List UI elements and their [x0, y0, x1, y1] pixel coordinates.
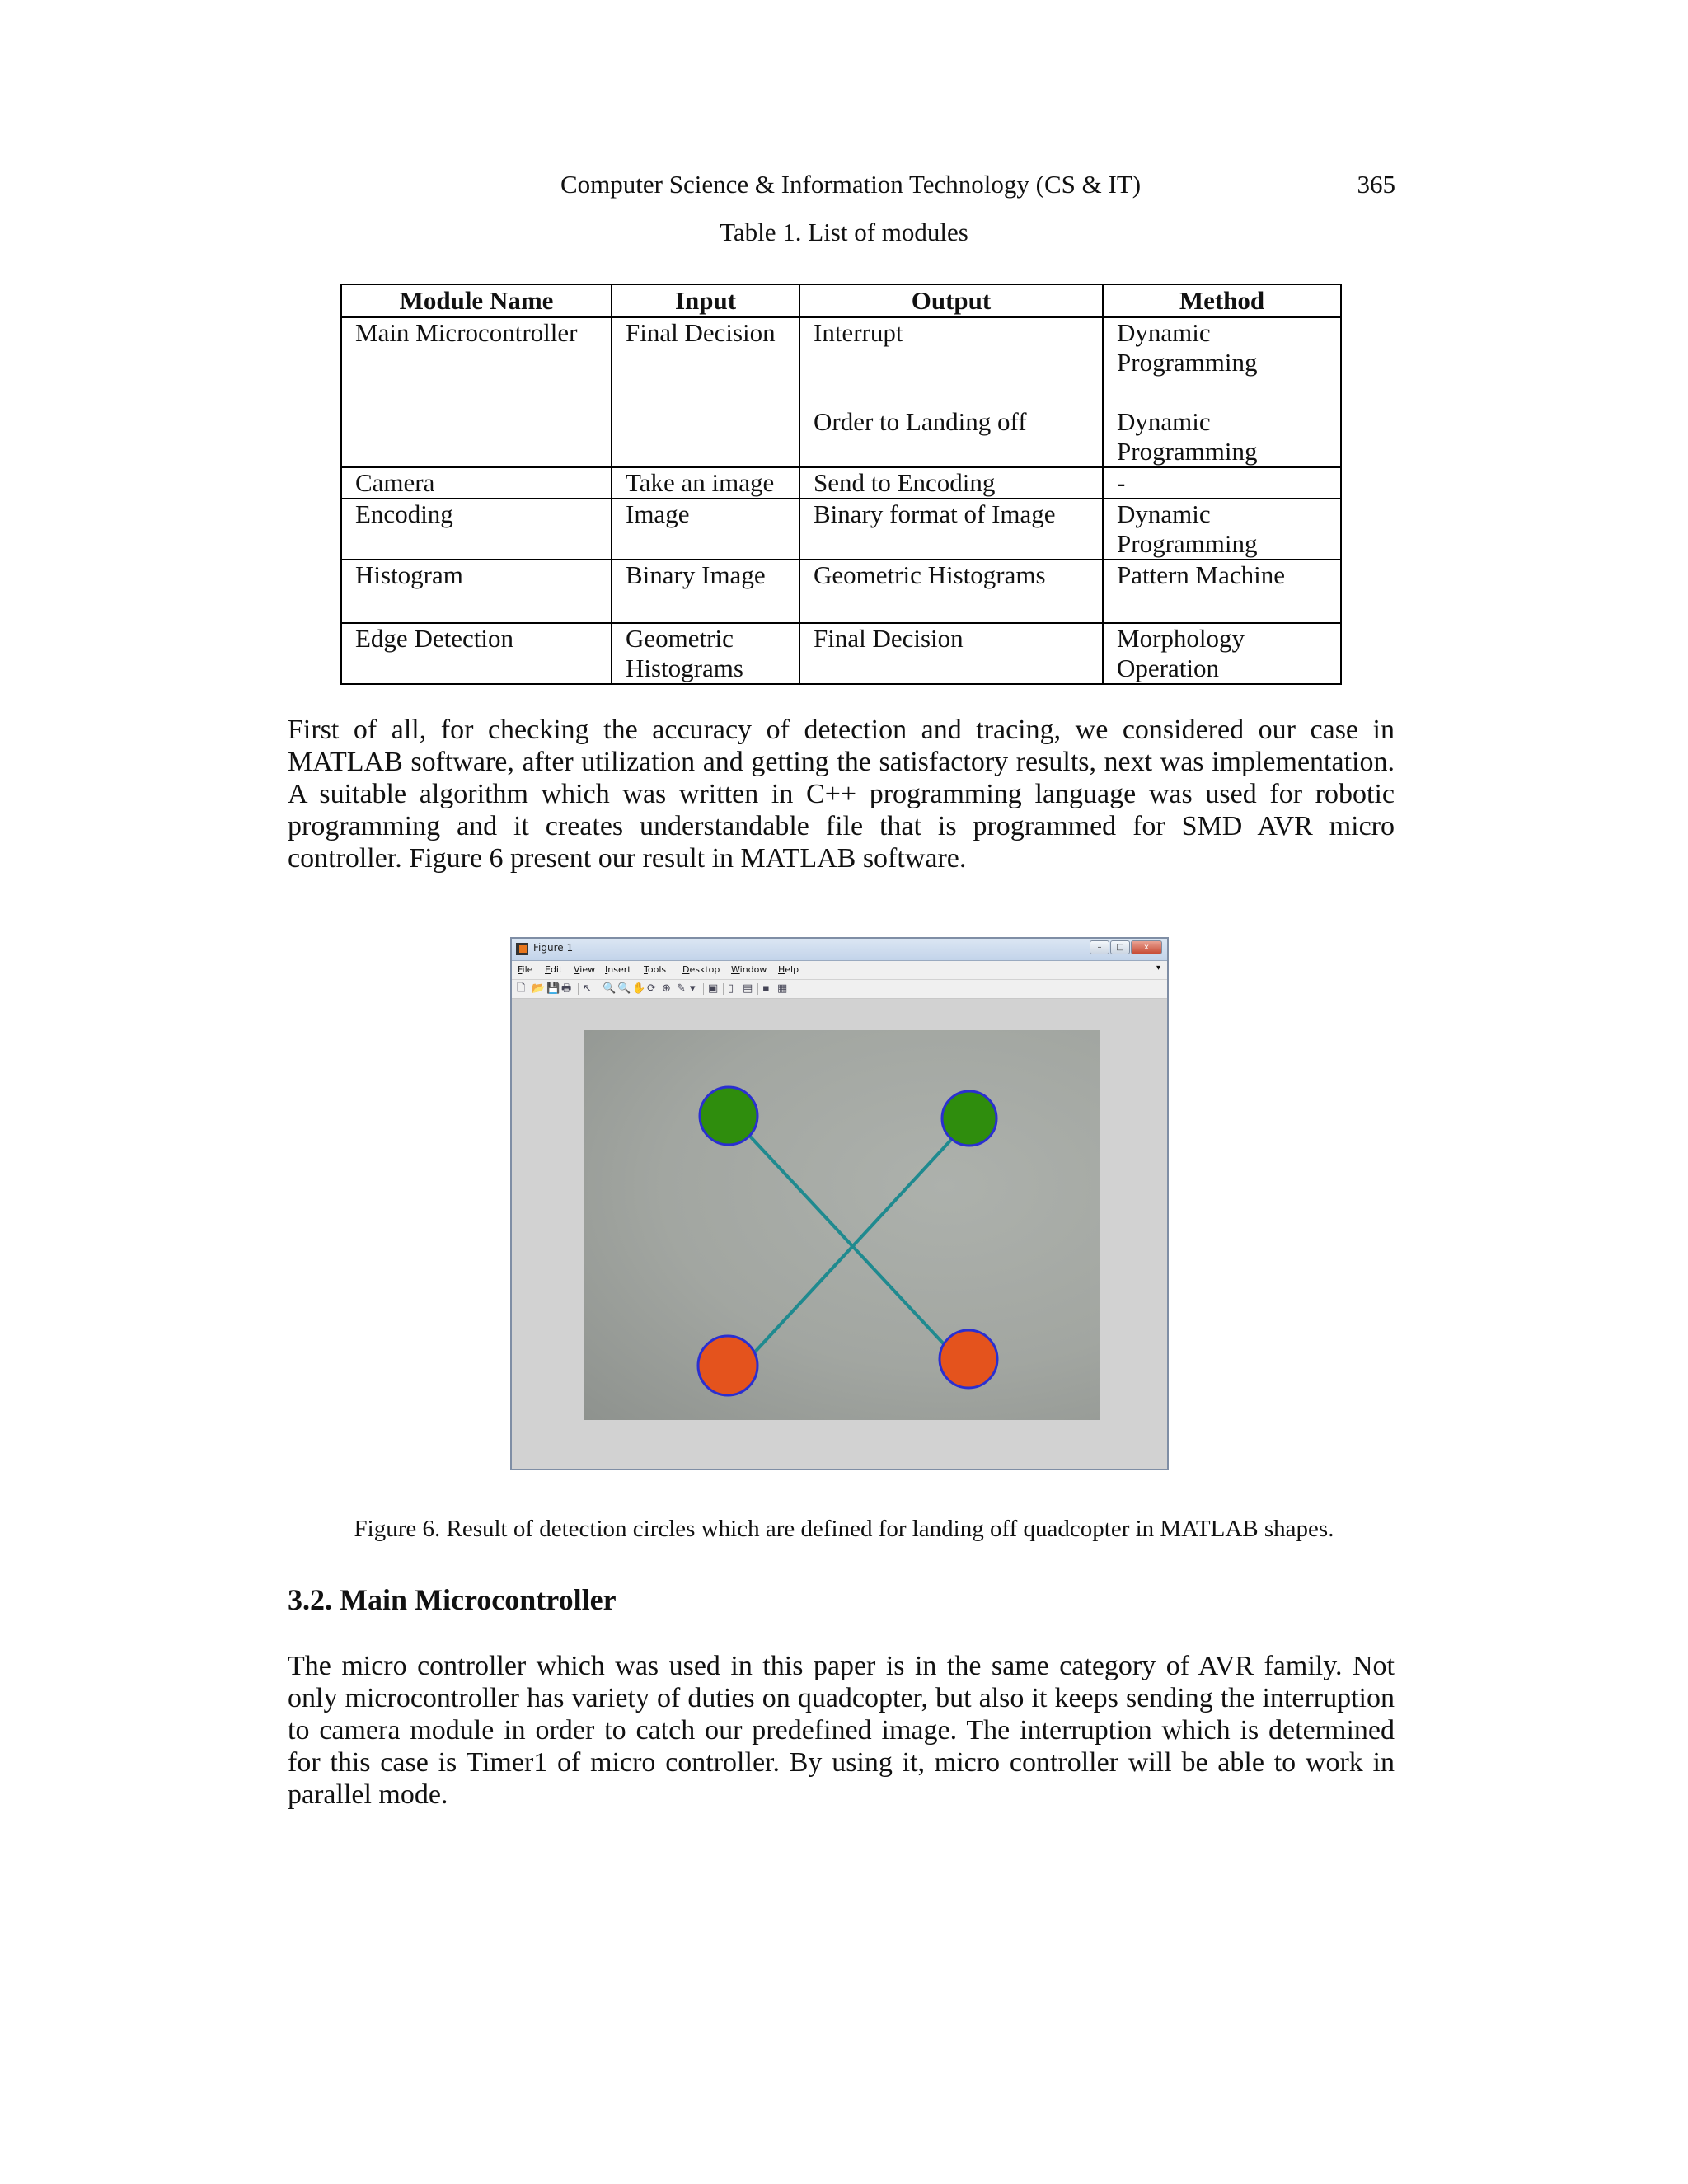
- menu-desktop[interactable]: Desktop: [682, 964, 720, 975]
- rotate-icon[interactable]: ⟳: [647, 982, 656, 995]
- table-cell: [799, 317, 1103, 467]
- menu-help[interactable]: Help: [778, 964, 799, 975]
- table-cell: Final Decision: [612, 317, 799, 467]
- close-button[interactable]: x: [1131, 940, 1162, 954]
- show-plot-tools-icon[interactable]: ▦: [777, 982, 788, 995]
- table-row: [341, 623, 1341, 684]
- modules-table: [340, 284, 1342, 685]
- green-target-circle: [700, 1087, 757, 1145]
- table-header-row: [341, 284, 1341, 317]
- orange-target-circle: [940, 1330, 997, 1388]
- table-cell: Image: [612, 499, 799, 560]
- minimize-button[interactable]: –: [1090, 940, 1109, 954]
- link-plot-icon[interactable]: ▣: [708, 982, 719, 995]
- table-cell: [1103, 499, 1341, 560]
- matlab-logo-icon: [516, 943, 528, 955]
- menu-file[interactable]: File: [518, 964, 533, 975]
- table-cell-line: Dynamic Programming: [1117, 407, 1258, 466]
- table-row: [341, 560, 1341, 623]
- connecting-line: [730, 1115, 959, 1360]
- table-cell: [1103, 623, 1341, 684]
- table-cell: Binary Image: [612, 560, 799, 623]
- print-icon[interactable]: 🖶: [561, 982, 572, 995]
- table-cell-line: Dynamic Programming: [1117, 318, 1258, 377]
- table-cell: [1103, 317, 1341, 467]
- hide-plot-tools-icon[interactable]: ▪: [762, 982, 770, 995]
- green-target-circle: [942, 1091, 996, 1146]
- table-cell: Send to Encoding: [799, 467, 1103, 499]
- menu-insert[interactable]: Insert: [605, 964, 631, 975]
- window-title: Figure 1: [533, 942, 574, 954]
- table-cell: Histogram: [341, 560, 612, 623]
- menu-edit[interactable]: Edit: [545, 964, 563, 975]
- table-cell: Edge Detection: [341, 623, 612, 684]
- maximize-button[interactable]: □: [1110, 940, 1130, 954]
- connecting-line: [748, 1118, 971, 1359]
- data-cursor-icon[interactable]: ⊕: [662, 982, 671, 995]
- table-cell: Geometric Histograms: [799, 560, 1103, 623]
- save-icon[interactable]: 💾: [546, 982, 560, 995]
- table-row: [341, 317, 1341, 467]
- brush-menu-icon[interactable]: ▾: [690, 982, 696, 995]
- toolbar-separator: [703, 983, 704, 995]
- table-cell: Final Decision: [799, 623, 1103, 684]
- toolbar-separator: [578, 983, 579, 995]
- colorbar-icon[interactable]: ▯: [728, 982, 734, 995]
- table-cell-line: Interrupt: [814, 318, 903, 347]
- section-heading: 3.2. Main Microcontroller: [288, 1583, 617, 1616]
- table-cell-line: Order to Landing off: [814, 407, 1027, 436]
- window-titlebar[interactable]: [512, 939, 1167, 961]
- orange-target-circle: [698, 1336, 757, 1395]
- table-cell: [612, 623, 799, 684]
- pan-icon[interactable]: ✋: [632, 982, 646, 995]
- open-file-icon[interactable]: 📂: [532, 982, 546, 995]
- matlab-figure-window: [510, 937, 1169, 1470]
- table-cell-line: Dynamic Programming: [1117, 499, 1258, 558]
- figure-axes[interactable]: [584, 1030, 1100, 1420]
- table-cell: Pattern Machine: [1103, 560, 1341, 623]
- table-row: [341, 467, 1341, 499]
- zoom-in-icon[interactable]: 🔍: [603, 982, 617, 995]
- menu-tools[interactable]: Tools: [644, 964, 667, 975]
- column-header: Method: [1103, 284, 1341, 317]
- dock-arrow-icon[interactable]: ▾: [1156, 963, 1160, 972]
- edit-plot-icon[interactable]: ↖: [583, 982, 592, 995]
- table-row: [341, 499, 1341, 560]
- table-cell: Take an image: [612, 467, 799, 499]
- body-paragraph: The micro controller which was used in this paper is in the same category of AVR family. Not only microcontroller has variety of duties on quadcopter, but also it keeps sending the interruption to camera module in order to catch our predefined image. The interruption which is determined for this case is Timer1 of micro controller. By using it, micro controller will be able to work in parallel mode.: [288, 1651, 1395, 1810]
- page-number: 365: [1357, 170, 1395, 199]
- column-header: Output: [799, 284, 1103, 317]
- zoom-out-icon[interactable]: 🔍: [617, 982, 631, 995]
- menu-bar: [512, 961, 1167, 979]
- table-cell: Binary format of Image: [799, 499, 1103, 560]
- detection-image: [584, 1030, 1100, 1420]
- body-paragraph: First of all, for checking the accuracy of detection and tracing, we considered our case in MATLAB software, after utilization and getting the satisfactory results, next was implementation. A suitable algorithm which was written in C++ programming language was used for robotic programming and it creates understandable file that is programmed for SMD AVR micro controller. Figure 6 present our result in MATLAB software.: [288, 715, 1395, 874]
- running-head: Computer Science & Information Technology (CS & IT): [560, 170, 1142, 199]
- brush-icon[interactable]: ✎: [677, 982, 686, 995]
- table-cell: Encoding: [341, 499, 612, 560]
- figure-caption: Figure 6. Result of detection circles which are defined for landing off quadcopter in MATLAB shapes.: [354, 1516, 1334, 1542]
- table-cell-line: Geometric Histograms: [626, 624, 743, 682]
- column-header: Module Name: [341, 284, 612, 317]
- legend-icon[interactable]: ▤: [743, 982, 753, 995]
- toolbar-separator: [757, 983, 758, 995]
- table-cell-line: Morphology Operation: [1117, 624, 1245, 682]
- table-cell: Main Microcontroller: [341, 317, 612, 467]
- column-header: Input: [612, 284, 799, 317]
- figure-toolbar: [512, 980, 1167, 999]
- new-figure-icon[interactable]: 🗋: [517, 982, 526, 995]
- menu-window[interactable]: Window: [731, 964, 767, 975]
- table-cell: Camera: [341, 467, 612, 499]
- table-caption: Table 1. List of modules: [720, 218, 968, 246]
- menu-view[interactable]: View: [574, 964, 596, 975]
- table-cell: -: [1103, 467, 1341, 499]
- toolbar-separator: [723, 983, 724, 995]
